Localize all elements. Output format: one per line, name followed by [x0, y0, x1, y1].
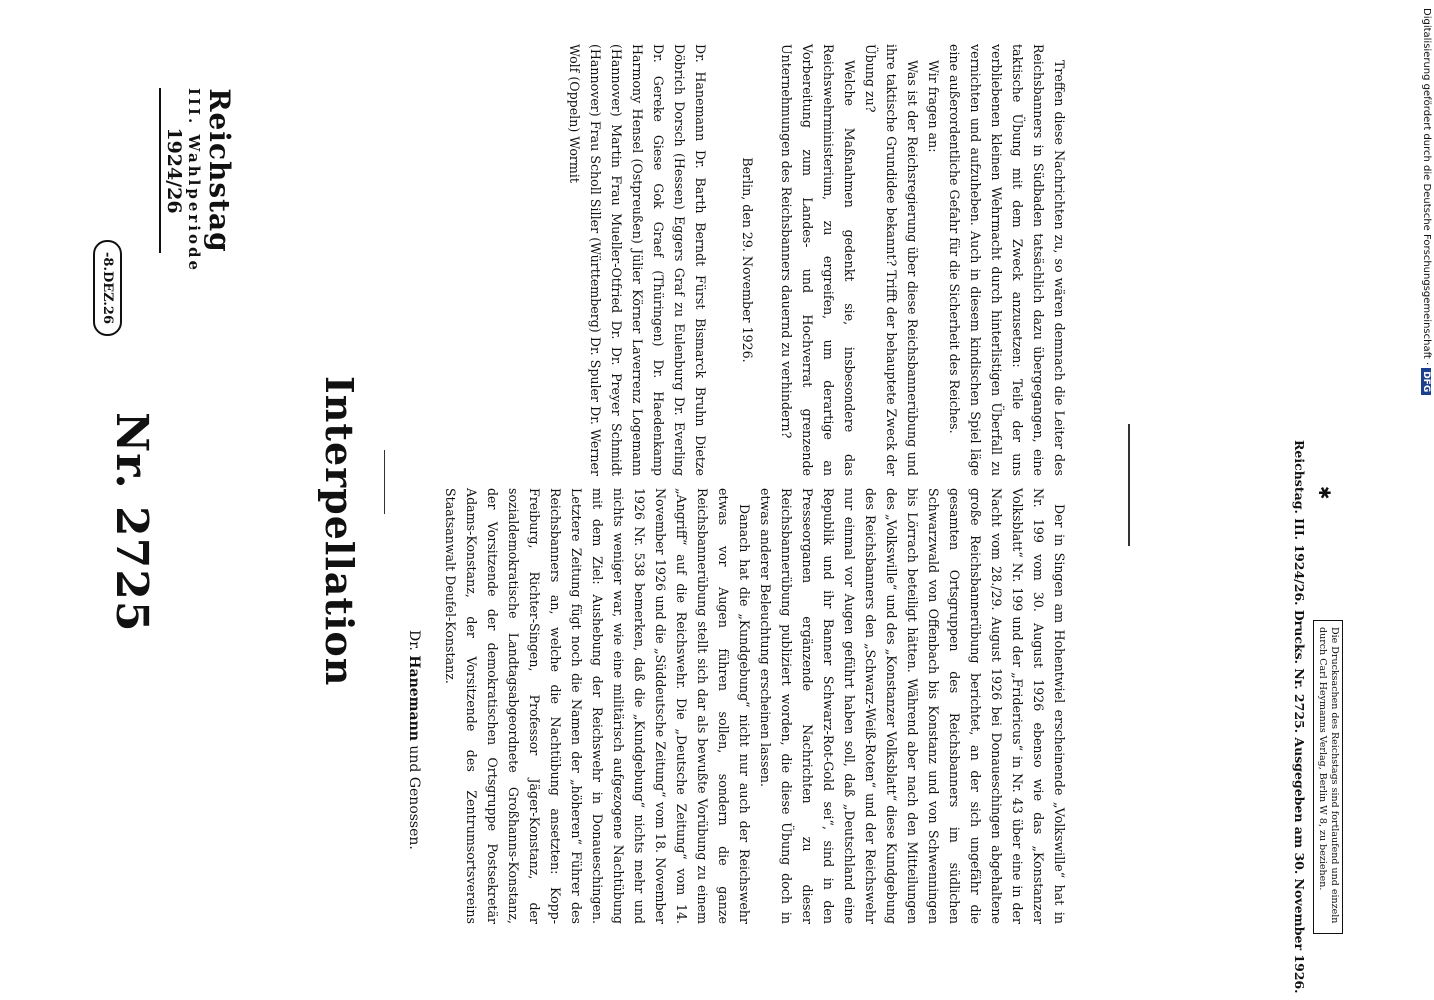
paragraph-2: Danach hat die „Kundgebung“ nicht nur auch der Reichswehr etwas vor Augen führen sollen, sondern die ganze Reichsbannerübung stellt sich dar als bewußte Vorübung zu einem „Angriff“ auf die Reichswehr. Die „Deutsche Zeitung“ vom 14. November 1926 und die „Süddeutsche Zeitung“ vom 18. November 1926 Nr. 538 bemerken, daß die „Kundgebung“ nichts mehr und nichts weniger war, wie eine militärisch aufgezogene Nachtübung mit dem Ziel: Aushebung der Reichswehr in Donaueschingen. Letztere Zeitung fügt noch die Namen der „höheren“ Führer des Reichsbanners an, welche die Nachtübung ansetzten: Kopp-Freiburg, Richter-Singen, Professor Jäger-Konstanz, der sozialdemokratische Landtagsabgeordnete Großhanns-Konstanz, der Vorsitzende der demokratischen Ortsgruppe Postsekretär Adams-Konstanz, der Vorsitzende des Zentrumsortsvereins Staatsanwalt Deufel-Konstanz.	[443, 488, 752, 924]
legislative-period: III. Wahlperiode	[185, 88, 203, 274]
signatories: Dr. Hanemann Dr. Barth Berndt Fürst Bismarck Bruhn Dietze Döbrich Dorsch (Hessen) Eggers Graf zu Eulenburg Dr. Everling Dr. Gereke Giese Gok Graef (Thüringen) Dr. Haedenkamp Harmony Hensel (Ostpreußen) Jülier Körner Laverrenz Logemann (Hannover) Martin Frau Mueller-Otfried Dr. Dr. Preyer Schmidt (Hannover) Frau Scholl Siller (Württemberg) Dr. Spuler Dr. Werner Wolf (Oppeln) Wormit	[567, 44, 708, 476]
body-column-1	[430, 488, 1070, 924]
place-date: Berlin, den 29. November 1926.	[740, 157, 755, 363]
period-years: 1924/26	[163, 127, 185, 214]
body-column-2	[430, 44, 1070, 476]
header-rule	[159, 88, 161, 253]
questions-intro: Wir fragen an:	[926, 60, 941, 153]
page-title: Interpellation	[317, 376, 362, 687]
author-prefix: Dr.	[406, 630, 422, 651]
reichstag-header	[159, 88, 236, 274]
digitization-text: Digitalisierung gefördert durch die Deutsche Forschungsgemeinschaft ·	[1421, 8, 1432, 366]
paragraph-3: Treffen diese Nachrichten zu, so wären demnach die Leiter des Reichsbanners in Südbaden tatsächlich dazu übergegangen, eine taktische Übung mit dem Zweck anzusetzen: Teile der uns verbliebenen kleinen Wehrmacht durch hinterlistigen Überfall zu vernichten und aufzuheben. Auch in diesem kindischen Spiel läge eine außerordentliche Gefahr für die Sicherheit des Reiches.	[947, 44, 1067, 476]
dfg-logo: DFG	[1421, 368, 1431, 395]
reichstag-title: Reichstag	[203, 88, 236, 253]
document-number: Nr. 2725	[106, 412, 157, 633]
receipt-stamp: -8.DEZ.26	[93, 240, 122, 336]
digitization-note	[1421, 8, 1432, 395]
title-rule	[384, 450, 385, 514]
column-separator	[1128, 424, 1130, 546]
question-1: Was ist der Reichsregierung über diese Reichsbannerübung und ihre taktische Grundidee bekannt? Trifft der behauptete Zweck der Übung zu?	[863, 44, 920, 476]
question-2: Welche Maßnahmen gedenkt sie, insbesondere das Reichswehrministerium, zu ergreifen, um derartige an Vorbereitung zum Landes- und Hochverrat grenzende Unternehmungen des Reichsbanners dauernd zu verhindern?	[779, 44, 857, 476]
authors-line	[406, 630, 422, 850]
imprint-note: Die Drucksachen des Reichstags sind fortlaufend und einzeln durch Carl Heymanns Verlag, Berlin W 8, zu beziehen.	[1313, 620, 1343, 934]
star-mark: ✱	[1315, 486, 1334, 500]
author-name: Hanemann	[406, 655, 422, 741]
author-suffix: und Genossen.	[406, 745, 422, 850]
footer-line: Reichstag. III. 1924/26. Drucks. Nr. 2725. Ausgegeben am 30. November 1926.	[1292, 440, 1307, 994]
paragraph-1: Der in Singen am Hohentwiel erscheinende „Volkswille“ hat in Nr. 199 vom 30. August 1926 ebenso wie das „Konstanzer Volksblatt“ Nr. 199 und der „Fridericus“ in Nr. 43 über eine in der Nacht vom 28./29. August 1926 bei Donaueschingen abgehaltene große Reichsbannerübung berichtet, an der sich ungefähr die gesamten Ortsgruppen des Reichsbanners im südlichen Schwarzwald von Offenbach bis Konstanz und von Schwenningen bis Lörrach beteiligt hätten. Während aber nach den Mitteilungen des „Volkswille“ und des „Konstanzer Volksblatt“ diese Kundgebung des Reichsbanners den „Schwarz-Weiß-Roten“ und der Reichswehr nur einmal vor Augen geführt haben soll, daß „Deutschland eine Republik und ihr Banner Schwarz-Rot-Gold sei“, sind in den Presseorganen ergänzende Nachrichten zu dieser Reichsbannerübung publiziert worden, die diese Übung doch in etwas anderer Beleuchtung erscheinen lassen.	[758, 488, 1067, 924]
